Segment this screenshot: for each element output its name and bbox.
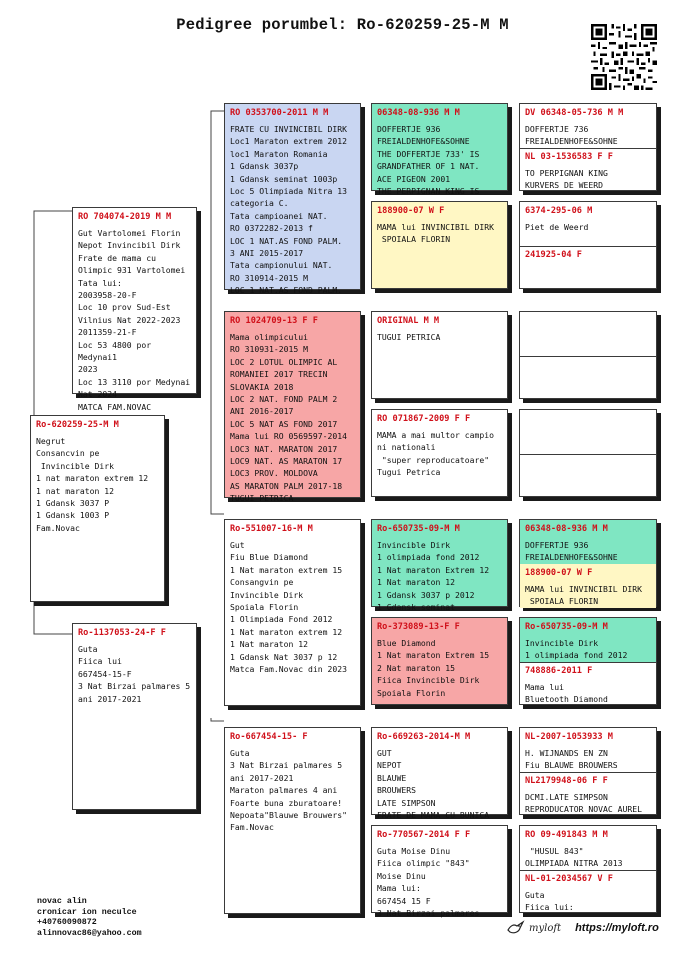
pigeon-notes: H. WIJNANDS EN ZN Fiu BLAUWE BROUWERS — [525, 748, 618, 771]
ring-id: Ro-770567-2014 F F — [377, 830, 471, 840]
gen5-entry — [520, 454, 656, 498]
gen5-entry — [520, 520, 656, 564]
pigeon-notes: Blue Diamond 1 Nat maraton Extrem 15 2 Nat maraton 15 Fiica Invincible Dirk Spoiala Florin — [377, 638, 490, 698]
pedigree-card-dam[interactable] — [72, 623, 197, 810]
pigeon-notes: TO PERPIGNAN KING KURVERS DE WEERD — [525, 168, 608, 191]
pigeon-notes: Invincible Dirk 1 olimpiada fond 2012 — [525, 638, 628, 661]
pigeon-notes — [520, 319, 656, 321]
pigeon-notes: TUGUI PETRICA — [377, 332, 441, 342]
breeder-name: novac alin — [37, 897, 87, 906]
pigeon-notes — [520, 363, 656, 365]
ring-id: 06348-08-936 M M — [377, 108, 460, 118]
pigeon-notes: Mama olimpicului RO 310931-2015 M LOC 2 LOTUL OLIMPIC AL ROMANIEI 2017 TRECIN SLOVAKIA 2018 LOC 2 NAT. FOND PALM 2 ANI 2016-2017 LOC 5 NAT AS FOND 2017 Mama lui RO 0569597-2014 LOC3 NAT. MARATON 2017 LOC9 NAT. AS MARATON 17 LOC3 PROV. MOLDOVA AS MARATON PALM 2017-18 TUGUI PETRICA — [230, 332, 347, 504]
ring-id: 188900-07 W F — [525, 568, 593, 578]
gen5-entry — [520, 312, 656, 356]
pedigree-card-gen4-2[interactable] — [371, 201, 508, 289]
pigeon-notes: DOFFERTJE 936 FREIALDENHOFE&SOHNE — [525, 540, 618, 563]
pedigree-card-gen4-1[interactable] — [371, 103, 508, 197]
pedigree-card-gen5-4[interactable] — [519, 409, 657, 497]
pigeon-notes: Guta Moise Dinu Fiica olimpic "843" Moise Dinu Mama lui: 667454 15 F 3 Nat Birzai palmares — [377, 846, 480, 919]
pigeon-notes: Mama lui Bluetooth Diamond — [525, 682, 608, 705]
pigeon-logo-icon — [507, 921, 525, 935]
pedigree-card-gen4-7[interactable] — [371, 727, 508, 821]
gen5-entry — [520, 618, 656, 662]
pedigree-card-gen5-2[interactable] — [519, 201, 657, 289]
pigeon-notes: Gut Vartolomei Florin Nepot Invincibil Dirk Frate de mama cu Olimpic 931 Vartolomei Tata lui: 2003958-20-F Loc 10 prov Sud-Est Vilnius Nat 2022-2023 2011359-21-F Loc 53 4800 por Medynai1 2023 Loc 13 3110 por Medynai Nat 2024 MATCA FAM.NOVAC — [78, 228, 191, 412]
ring-id: 241925-04 F — [525, 250, 582, 260]
ring-id — [520, 312, 656, 319]
ring-id: Ro-650735-09-M M — [525, 622, 608, 632]
gen5-entry — [520, 104, 656, 148]
ring-id — [520, 454, 656, 461]
pedigree-card-gen4-8[interactable] — [371, 825, 508, 919]
pigeon-notes: DOFFERTJE 936 FREIALDENHOFE&SOHNE THE DOFFERTJE 733' IS GRANDFATHER OF 1 NAT. ACE PIGEON 2001 THE PERPIGNAN KING IS — [377, 124, 480, 197]
brand-footer — [507, 921, 659, 935]
gen5-entry — [520, 246, 656, 290]
gen5-entry — [520, 728, 656, 772]
ring-id: RO 071867-2009 F F — [377, 414, 471, 424]
pedigree-card-gen3-1[interactable] — [224, 103, 361, 296]
pigeon-notes — [520, 417, 656, 419]
pedigree-card-gen3-3[interactable] — [224, 519, 361, 706]
pigeon-notes: MAMA lui INVINCIBIL DIRK SPOIALA FLORIN — [377, 222, 494, 245]
gen5-entry — [520, 662, 656, 706]
pedigree-card-gen5-5[interactable] — [519, 519, 657, 607]
pigeon-notes: Guta Fiica lui 667454-15-F 3 Nat Birzai palmares 5 ani 2017-2021 — [78, 644, 191, 704]
ring-id: NL2179948-06 F F — [525, 776, 608, 786]
pigeon-notes: "HUSUL 843" OLIMPIADA NITRA 2013 — [525, 846, 623, 869]
pedigree-card-gen4-5[interactable] — [371, 519, 508, 613]
pigeon-notes: DOFFERTJE 736 FREIALDENHOFE&SOHNE — [525, 124, 618, 147]
brand-logo-text: myloft — [529, 922, 562, 934]
pigeon-notes: Invincible Dirk 1 olimpiada fond 2012 1 Nat maraton Extrem 12 1 Nat maraton 12 1 Gdansk 3037 p 2012 1 Gdansk seminat — [377, 540, 490, 613]
pigeon-notes — [520, 263, 656, 265]
pedigree-card-gen3-2[interactable] — [224, 311, 361, 504]
ring-id: ORIGINAL M M — [377, 316, 440, 326]
ring-id: Ro-620259-25-M M — [36, 420, 119, 430]
gen5-entry — [520, 410, 656, 454]
breeder-contact — [37, 897, 142, 939]
ring-id: 188900-07 W F — [377, 206, 445, 216]
pedigree-card-gen4-6[interactable] — [371, 617, 508, 705]
ring-id: 6374-295-06 M — [525, 206, 593, 216]
ring-id: Ro-650735-09-M M — [377, 524, 460, 534]
pigeon-notes: Guta Fiica lui: — [525, 890, 574, 913]
pigeon-notes: FRATE CU INVINCIBIL DIRK Loc1 Maraton extrem 2012 loc1 Maraton Romania 1 Gdansk 3037p 1 Gdansk seminat 1003p Loc 5 Olimpiada Nitra 13 categoria C. Tata campioanei NAT. RO 0372282-2013 f LOC 1 NAT.AS FOND PALM. 3 ANI 2015-2017 Tata campionului NAT. RO 310914-2015 M LOC 1 NAT.AS FOND PALM. — [230, 124, 347, 296]
pigeon-notes: Piet de Weerd — [525, 222, 589, 232]
pedigree-card-gen4-4[interactable] — [371, 409, 508, 497]
pedigree-card-gen4-3[interactable] — [371, 311, 508, 399]
pedigree-card-gen5-7[interactable] — [519, 727, 657, 815]
pigeon-notes: Gut Fiu Blue Diamond 1 Nat maraton extrem 15 Consangvin pe Invincible Dirk Spoiala Florin 1 Olimpiada Fond 2012 1 Nat maraton extrem 12 1 Nat maraton 12 1 Gdansk Nat 3037 p 12 Matca Fam.Novac din 2023 — [230, 540, 347, 675]
breeder-phone: +40760090872 — [37, 918, 97, 927]
pedigree-card-gen5-8[interactable] — [519, 825, 657, 913]
ring-id: NL-01-2034567 V F — [525, 874, 613, 884]
gen5-entry — [520, 202, 656, 246]
ring-id: Ro-551007-16-M M — [230, 524, 313, 534]
ring-id: RO 1024709-13 F F — [230, 316, 318, 326]
gen5-entry — [520, 148, 656, 192]
ring-id: Ro-669263-2014-M M — [377, 732, 471, 742]
pigeon-notes — [520, 461, 656, 463]
pedigree-card-sire[interactable] — [72, 207, 197, 412]
pedigree-card-gen5-3[interactable] — [519, 311, 657, 399]
breeder-email[interactable]: alinnovac86@yahoo.com — [37, 928, 142, 938]
ring-id — [520, 356, 656, 363]
ring-id: RO 704074-2019 M M — [78, 212, 172, 222]
ring-id: NL-2007-1053933 M — [525, 732, 613, 742]
brand-url-link[interactable]: https://myloft.ro — [575, 922, 659, 934]
gen5-entry — [520, 772, 656, 816]
breeder-address: cronicar ion neculce — [37, 907, 137, 917]
gen5-entry — [520, 870, 656, 914]
ring-id: RO 0353700-2011 M M — [230, 108, 329, 118]
pigeon-notes: Guta 3 Nat Birzai palmares 5 ani 2017-2021 Maraton palmares 4 ani Foarte buna zburatoare! Nepoata"Blauwe Brouwers" Fam.Novac — [230, 748, 347, 833]
ring-id: 06348-08-936 M M — [525, 524, 608, 534]
ring-id: Ro-373089-13-F F — [377, 622, 460, 632]
pigeon-notes: MAMA a mai multor campio ni nationali "super reproducatoare" Tugui Petrica — [377, 430, 494, 478]
gen5-entry — [520, 826, 656, 870]
ring-id — [520, 410, 656, 417]
pedigree-card-subject[interactable] — [30, 415, 165, 602]
pedigree-card-gen3-4[interactable] — [224, 727, 361, 914]
ring-id: Ro-667454-15- F — [230, 732, 308, 742]
ring-id: 748886-2011 F — [525, 666, 593, 676]
ring-id: NL 03-1536583 F F — [525, 152, 613, 162]
pedigree-card-gen5-1[interactable] — [519, 103, 657, 191]
pigeon-notes: Negrut Consancvin pe Invincible Dirk 1 nat maraton extrem 12 1 nat maraton 12 1 Gdansk 3037 P 1 Gdansk 1003 P Fam.Novac — [36, 436, 149, 533]
ring-id: Ro-1137053-24-F F — [78, 628, 166, 638]
gen5-entry — [520, 356, 656, 400]
page-title: Pedigree porumbel: Ro-620259-25-M M — [176, 16, 509, 34]
pigeon-notes: MAMA lui INVINCIBIL DIRK SPOIALA FLORIN — [525, 584, 642, 607]
pigeon-notes: DCMI.LATE SIMPSON REPRODUCATOR NOVAC AUREL — [525, 792, 642, 815]
gen5-entry — [520, 564, 656, 608]
pedigree-card-gen5-6[interactable] — [519, 617, 657, 705]
ring-id: DV 06348-05-736 M M — [525, 108, 624, 118]
ring-id: RO 09-491843 M M — [525, 830, 608, 840]
pigeon-notes: GUT NEPOT BLAUWE BROUWERS LATE SIMPSON FRATE DE MAMA CU BUNICA — [377, 748, 490, 821]
